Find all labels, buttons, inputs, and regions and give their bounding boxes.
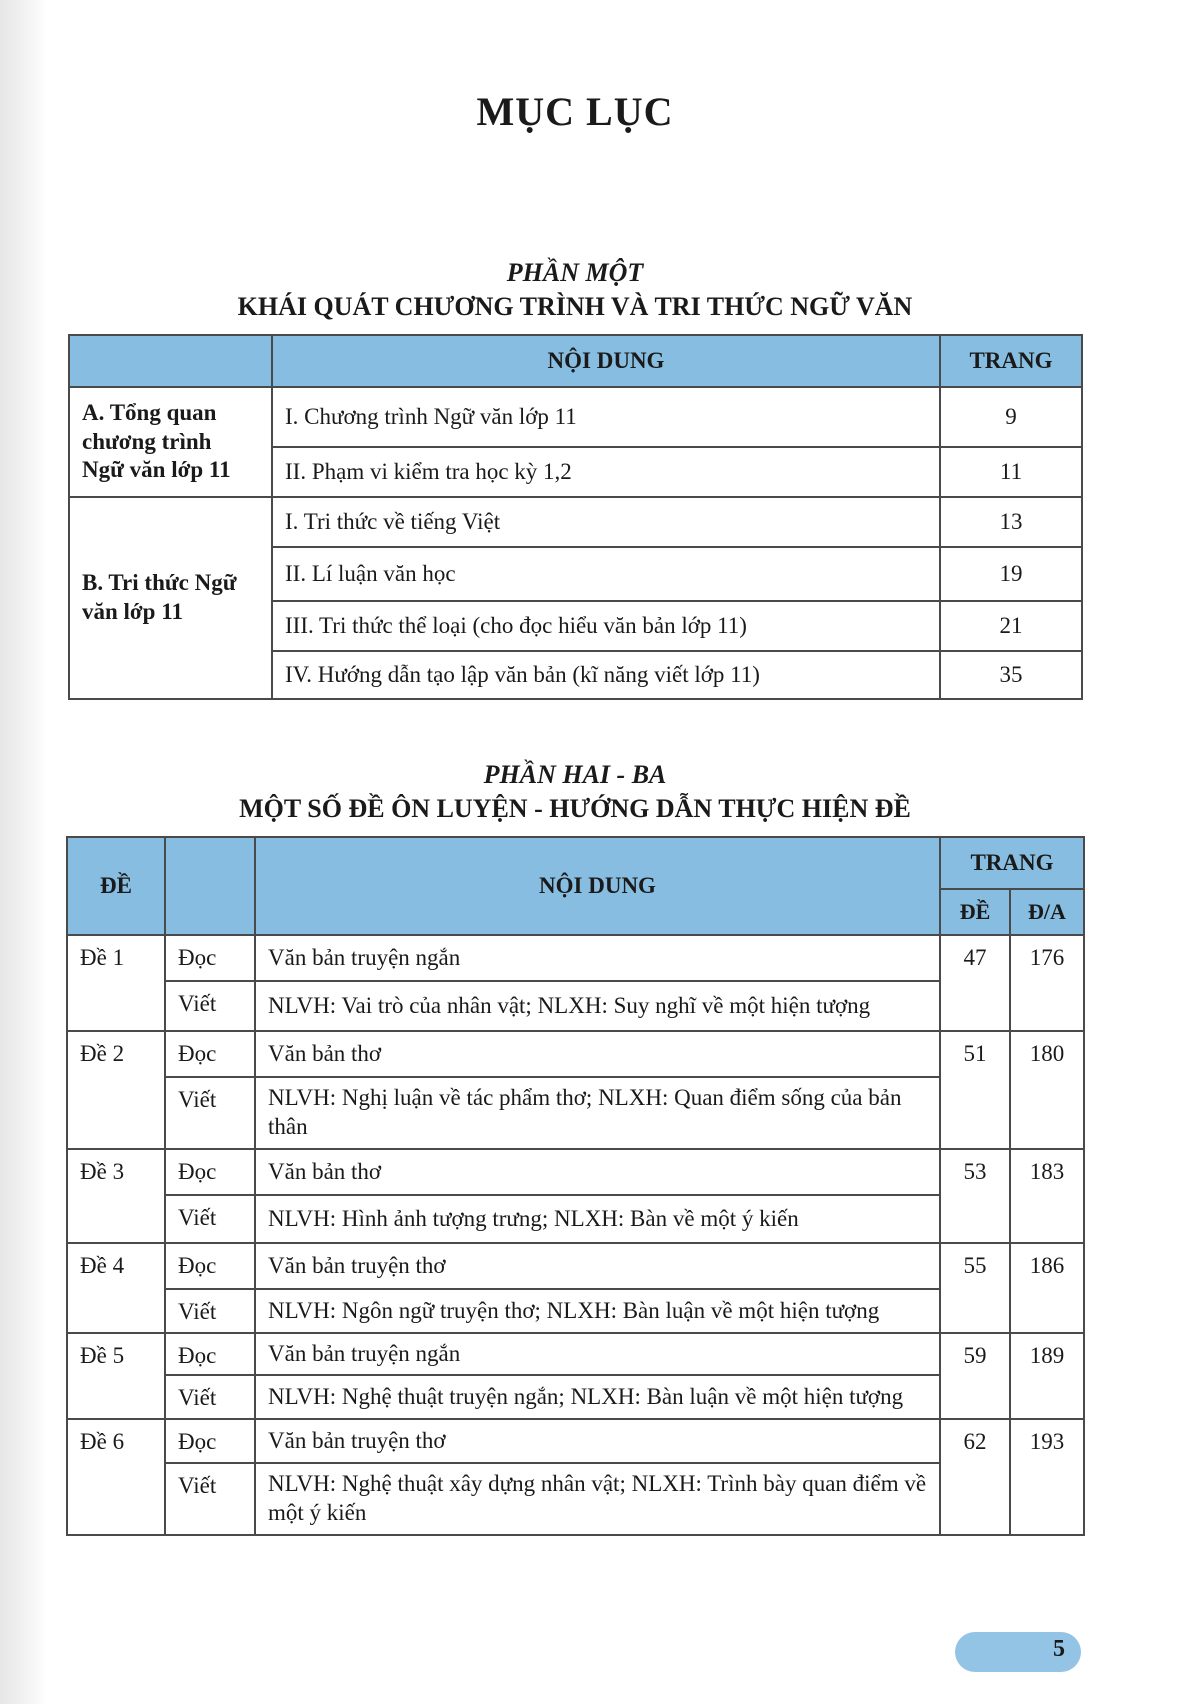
table-row — [67, 981, 1084, 1031]
part1-header-empty — [69, 335, 272, 387]
exam-page-da: 186 — [1010, 1243, 1084, 1333]
part1-label: PHẦN MỘT — [506, 258, 644, 287]
exam-part-writing: Viết — [165, 1077, 255, 1149]
page-title: MỤC LỤC — [476, 89, 674, 134]
exam-writing-text: NLVH: Nghệ thuật xây dựng nhân vật; NLXH: Trình bày quan điểm về một ý kiến — [255, 1463, 940, 1535]
part2-header-de: ĐỀ — [67, 837, 165, 935]
exam-page-de: 59 — [940, 1333, 1010, 1419]
section-b-title: B. Tri thức Ngữ văn lớp 11 — [69, 497, 272, 699]
exam-page-de: 55 — [940, 1243, 1010, 1333]
exam-part-reading: Đọc — [165, 1333, 255, 1375]
table-row — [67, 1031, 1084, 1077]
exam-part-reading: Đọc — [165, 1243, 255, 1289]
exam-page-da: 193 — [1010, 1419, 1084, 1535]
section-a-title: A. Tổng quan chương trình Ngữ văn lớp 11 — [69, 387, 272, 497]
exam-part-reading: Đọc — [165, 1149, 255, 1195]
exam-label: Đề 6 — [67, 1419, 165, 1535]
exam-label: Đề 1 — [67, 935, 165, 1031]
table-row — [67, 1375, 1084, 1419]
table-row — [67, 1289, 1084, 1333]
exam-writing-text: NLVH: Hình ảnh tượng trưng; NLXH: Bàn về một ý kiến — [255, 1195, 940, 1243]
exam-writing-text: NLVH: Nghệ thuật truyện ngắn; NLXH: Bàn luận về một hiện tượng — [255, 1375, 940, 1419]
table-row — [67, 1243, 1084, 1289]
toc-item-label: II. Lí luận văn học — [272, 547, 940, 601]
part2-table — [66, 836, 1085, 1536]
exam-page-da: 180 — [1010, 1031, 1084, 1149]
exam-reading-text: Văn bản truyện thơ — [255, 1243, 940, 1289]
exam-page-da: 183 — [1010, 1149, 1084, 1243]
exam-reading-text: Văn bản truyện thơ — [255, 1419, 940, 1463]
part2-header-page: TRANG — [940, 837, 1084, 889]
toc-item-page: 21 — [940, 601, 1082, 651]
exam-part-reading: Đọc — [165, 1031, 255, 1077]
toc-item-label: I. Chương trình Ngữ văn lớp 11 — [272, 387, 940, 447]
exam-writing-text: NLVH: Nghị luận về tác phẩm thơ; NLXH: Quan điểm sống của bản thân — [255, 1077, 940, 1149]
part2-header-page-de: ĐỀ — [940, 889, 1010, 935]
exam-writing-text: NLVH: Vai trò của nhân vật; NLXH: Suy nghĩ về một hiện tượng — [255, 981, 940, 1031]
exam-reading-text: Văn bản truyện ngắn — [255, 935, 940, 981]
exam-label: Đề 5 — [67, 1333, 165, 1419]
table-row — [67, 1077, 1084, 1149]
exam-page-de: 51 — [940, 1031, 1010, 1149]
part1-heading: KHÁI QUÁT CHƯƠNG TRÌNH VÀ TRI THỨC NGỮ VĂN — [237, 292, 913, 321]
exam-part-writing: Viết — [165, 1375, 255, 1419]
table-row — [67, 1419, 1084, 1463]
exam-reading-text: Văn bản thơ — [255, 1149, 940, 1195]
part2-header-empty — [165, 837, 255, 935]
exam-reading-text: Văn bản truyện ngắn — [255, 1333, 940, 1375]
exam-page-de: 47 — [940, 935, 1010, 1031]
exam-page-da: 176 — [1010, 935, 1084, 1031]
table-row — [67, 1195, 1084, 1243]
table-row — [67, 935, 1084, 981]
exam-part-writing: Viết — [165, 1289, 255, 1333]
toc-item-page: 11 — [940, 447, 1082, 497]
exam-part-reading: Đọc — [165, 935, 255, 981]
table-row — [67, 1463, 1084, 1535]
table-row — [67, 1333, 1084, 1375]
page-edge-shadow — [0, 0, 48, 1704]
toc-item-page: 13 — [940, 497, 1082, 547]
page-number: 5 — [1053, 1636, 1065, 1662]
toc-item-label: IV. Hướng dẫn tạo lập văn bản (kĩ năng viết lớp 11) — [272, 651, 940, 699]
exam-page-de: 53 — [940, 1149, 1010, 1243]
toc-item-page: 19 — [940, 547, 1082, 601]
exam-writing-text: NLVH: Ngôn ngữ truyện thơ; NLXH: Bàn luận về một hiện tượng — [255, 1289, 940, 1333]
toc-item-label: I. Tri thức về tiếng Việt — [272, 497, 940, 547]
part2-heading: MỘT SỐ ĐỀ ÔN LUYỆN - HƯỚNG DẪN THỰC HIỆN ĐỀ — [239, 794, 911, 823]
toc-item-page: 9 — [940, 387, 1082, 447]
toc-item-page: 35 — [940, 651, 1082, 699]
toc-item-label: II. Phạm vi kiểm tra học kỳ 1,2 — [272, 447, 940, 497]
exam-part-writing: Viết — [165, 1195, 255, 1243]
exam-page-de: 62 — [940, 1419, 1010, 1535]
exam-page-da: 189 — [1010, 1333, 1084, 1419]
part2-label: PHẦN HAI - BA — [483, 760, 667, 789]
exam-part-writing: Viết — [165, 981, 255, 1031]
part2-header-page-da: Đ/A — [1010, 889, 1084, 935]
part1-header-content: NỘI DUNG — [272, 335, 940, 387]
exam-label: Đề 3 — [67, 1149, 165, 1243]
part1-header-page: TRANG — [940, 335, 1082, 387]
part2-header-content: NỘI DUNG — [255, 837, 940, 935]
exam-label: Đề 4 — [67, 1243, 165, 1333]
exam-part-reading: Đọc — [165, 1419, 255, 1463]
exam-part-writing: Viết — [165, 1463, 255, 1535]
part1-table — [68, 334, 1083, 700]
exam-reading-text: Văn bản thơ — [255, 1031, 940, 1077]
table-row — [67, 1149, 1084, 1195]
toc-item-label: III. Tri thức thể loại (cho đọc hiểu văn bản lớp 11) — [272, 601, 940, 651]
page-number-badge — [955, 1632, 1081, 1672]
exam-label: Đề 2 — [67, 1031, 165, 1149]
